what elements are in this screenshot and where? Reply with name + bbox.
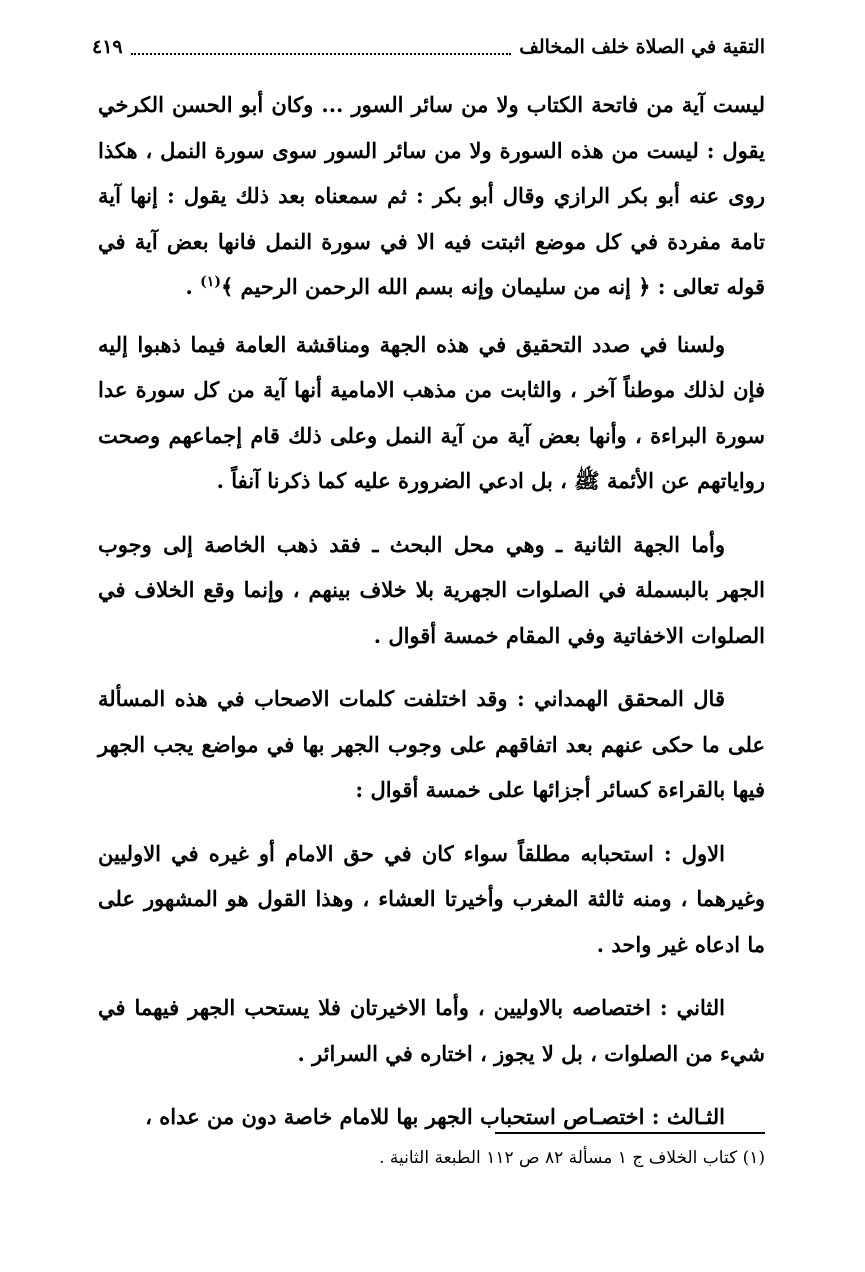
paragraph-1 xyxy=(98,82,765,310)
paragraph-5-text: استحبابه مطلقاً سواء كان في حق الامام أو غيره في الاوليين وغيرهما ، ومنه ثالثة المغرب وأخيرتا العشاء ، وهذا القول هو المشهور على ما ادعاه غير واحد . xyxy=(98,840,765,957)
footnote: (١) كتاب الخلاف ج ١ مسألة ٨٢ ص ١١٢ الطبعة الثانية . xyxy=(379,1148,765,1168)
paragraph-7-text: اختصـاص استحباب الجهر بها للامام خاصة دون من عداه ، xyxy=(145,1104,652,1129)
footnote-reference: (١) xyxy=(200,274,221,290)
paragraph-2: ولسنا في صدد التحقيق في هذه الجهة ومناقشة العامة فيما ذهبوا إليه فإن لذلك موطناً آخر ، والثابت من مذهب الامامية أنها آية من كل سورة عدا سورة البراءة ، وأنها بعض آية من آية النمل وعلى ذلك قام إجماعهم وصحت رواياتهم عن الأئمة ﷺ ، بل ادعي الضرورة عليه كما ذكرنا آنفاً . xyxy=(98,331,765,493)
footnote-divider xyxy=(495,1132,765,1134)
paragraph-4: قال المحقق الهمداني : وقد اختلفت كلمات الاصحاب في هذه المسألة على ما حكى عنهم بعد اتفاقهم على وجوب الجهر بها في مواضع يجب الجهر فيها بالقراءة كسائر أجزائها على خمسة أقوال : xyxy=(98,686,765,802)
page-number: ٤١٩ xyxy=(92,36,123,58)
paragraph-5-lead: الاول : xyxy=(663,840,725,866)
header-title: التقية في الصلاة خلف المخالف xyxy=(519,36,765,58)
paragraph-7-lead: الثـالث : xyxy=(651,1104,725,1129)
header-dot-leader xyxy=(131,39,512,55)
paragraph-6-lead: الثاني : xyxy=(659,995,725,1020)
paragraph-1-end: . xyxy=(185,274,201,299)
paragraph-5 xyxy=(98,831,765,968)
paragraph-6-text: اختصاصه بالاوليين ، وأما الاخيرتان فلا يستحب الجهر فيهما في شيء من الصلوات ، بل لا يجوز ، اختاره في السرائر . xyxy=(98,995,765,1066)
running-header xyxy=(92,30,765,64)
paragraph-6 xyxy=(98,985,765,1076)
body-text xyxy=(98,82,765,1158)
paragraph-1-text: ليست آية من فاتحة الكتاب ولا من سائر السور ... وكان أبو الحسن الكرخي يقول : ليست من هذه السورة ولا من سائر السور سوى سورة النمل ، هكذا روى عنه أبو بكر الرازي وقال أبو بكر : ثم سمعناه بعد ذلك يقول : إنها آية تامة مفردة في كل موضع اثبتت فيه الا في سورة النمل فانها بعض آية في قوله تعالى : ﴿ إنه من سليمان وإنه بسم الله الرحمن الرحيم ﴾ xyxy=(98,92,765,299)
paragraph-3: وأما الجهة الثانية ـ وهي محل البحث ـ فقد ذهب الخاصة إلى وجوب الجهر بالبسملة في الصلوات الجهرية بلا خلاف بينهم ، وإنما وقع الخلاف في الصلوات الاخفاتية وفي المقام خمسة أقوال . xyxy=(98,531,765,648)
